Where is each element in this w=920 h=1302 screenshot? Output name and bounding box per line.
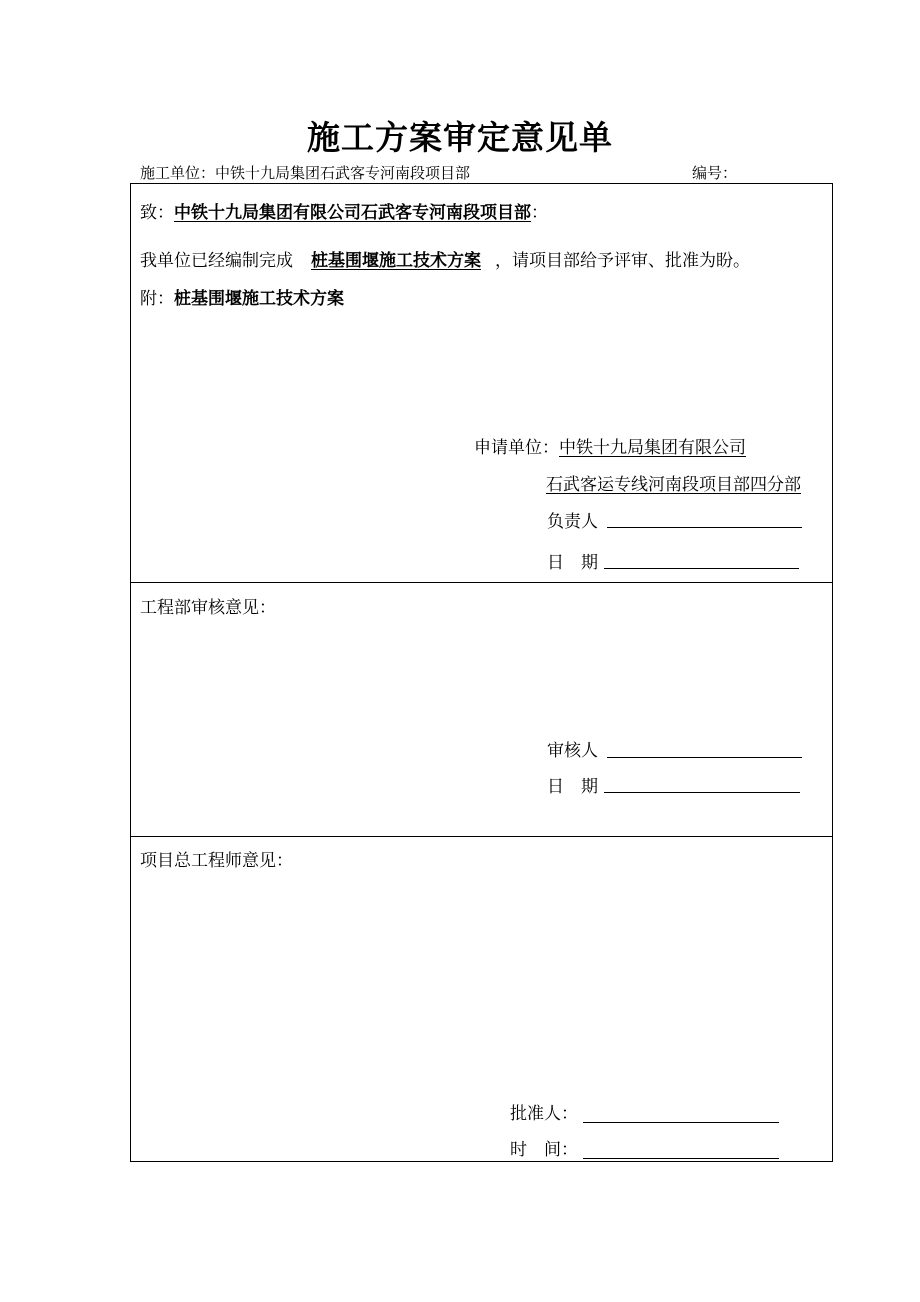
applicant-name-1: 中铁十九局集团有限公司 <box>559 438 746 458</box>
chief-heading: 项目总工程师意见： <box>140 851 293 871</box>
apply-date-line[interactable] <box>604 568 799 569</box>
section-divider-2 <box>130 836 833 837</box>
review-date-label: 日 期 <box>547 777 598 797</box>
section-divider-1 <box>130 582 833 583</box>
approve-time-label: 时 间： <box>510 1140 578 1160</box>
approver-signature-line[interactable] <box>583 1122 779 1123</box>
addressee-name: 中铁十九局集团有限公司石武客专河南段项目部 <box>174 203 531 223</box>
body-line: 我单位已经编制完成 桩基围堰施工技术方案 ，请项目部给予评审、批准为盼。 <box>140 251 750 271</box>
apply-date-label: 日 期 <box>547 553 598 573</box>
applicant-line: 申请单位：中铁十九局集团有限公司 <box>474 438 746 458</box>
reviewer-label: 审核人 <box>547 741 598 761</box>
attachment-line: 附：桩基围堰施工技术方案 <box>140 289 344 309</box>
form-number-label: 编号： <box>692 164 738 182</box>
plan-name: 桩基围堰施工技术方案 <box>311 251 481 271</box>
attachment-name: 桩基围堰施工技术方案 <box>174 289 344 309</box>
form-frame <box>130 183 833 1162</box>
review-date-line[interactable] <box>604 792 800 793</box>
responsible-label: 负责人 <box>547 512 598 532</box>
reviewer-signature-line[interactable] <box>607 757 802 758</box>
approver-label: 批准人： <box>510 1104 578 1124</box>
responsible-signature-line[interactable] <box>607 527 802 528</box>
review-heading: 工程部审核意见： <box>140 598 276 618</box>
construction-unit: 施工单位：中铁十九局集团石武客专河南段项目部 <box>140 164 471 182</box>
applicant-name-2: 石武客运专线河南段项目部四分部 <box>546 475 801 495</box>
approve-time-line[interactable] <box>583 1158 779 1159</box>
addressee-line: 致：中铁十九局集团有限公司石武客专河南段项目部： <box>140 203 548 223</box>
page-title: 施工方案审定意见单 <box>307 118 613 157</box>
